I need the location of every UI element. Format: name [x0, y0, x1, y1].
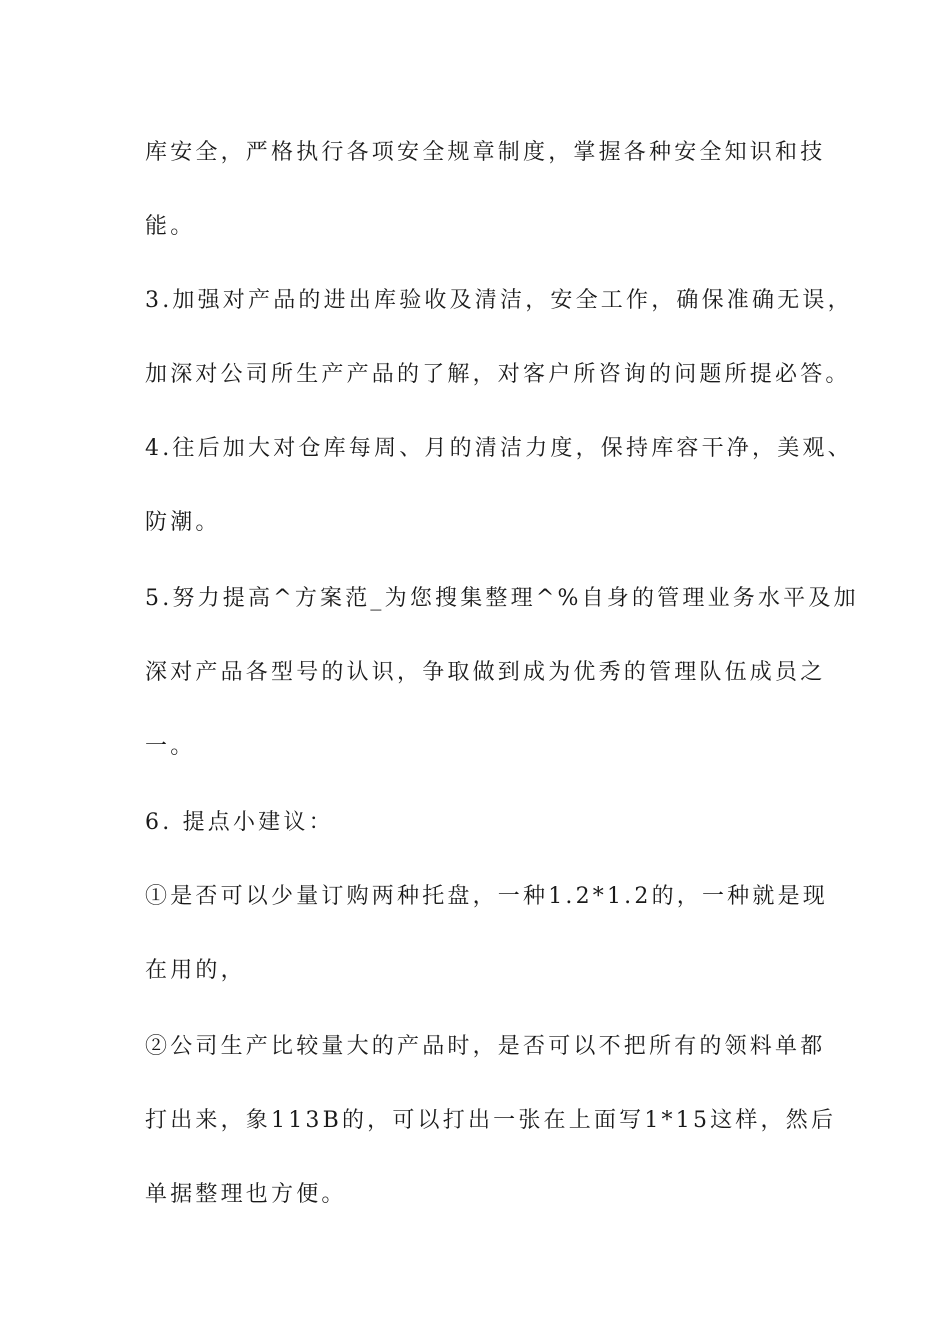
text-line-item-5-cont: 深对产品各型号的认识，争取做到成为优秀的管理队伍成员之	[145, 660, 826, 685]
text-line-suggestion-2-cont: 打出来，象113B的，可以打出一张在上面写1*15这样，然后	[145, 1108, 837, 1133]
text-line-item-4: 4.往后加大对仓库每周、月的清洁力度，保持库容干净，美观、	[145, 436, 853, 461]
text-line-item-5: 5.努力提高^方案范_为您搜集整理^%自身的管理业务水平及加	[145, 586, 859, 611]
text-line-suggestion-2-end: 单据整理也方便。	[145, 1182, 347, 1207]
text-line-item-3-cont: 加深对公司所生产产品的了解，对客户所咨询的问题所提必答。	[145, 362, 851, 387]
text-line-item-4-cont: 防潮。	[145, 510, 221, 535]
text-line-item-6-heading: 6. 提点小建议：	[145, 810, 334, 835]
text-line-item-5-end: 一。	[145, 734, 196, 759]
text-line-suggestion-2: ②公司生产比较量大的产品时，是否可以不把所有的领料单都	[145, 1034, 826, 1059]
text-line-safety-rules: 库安全，严格执行各项安全规章制度，掌握各种安全知识和技	[145, 140, 826, 165]
text-line-suggestion-1-cont: 在用的，	[145, 958, 246, 983]
text-line-item-3: 3.加强对产品的进出库验收及清洁，安全工作，确保准确无误，	[145, 288, 853, 313]
text-line-suggestion-1: ①是否可以少量订购两种托盘，一种1.2*1.2的，一种就是现	[145, 884, 828, 909]
text-line-skills: 能。	[145, 214, 196, 239]
